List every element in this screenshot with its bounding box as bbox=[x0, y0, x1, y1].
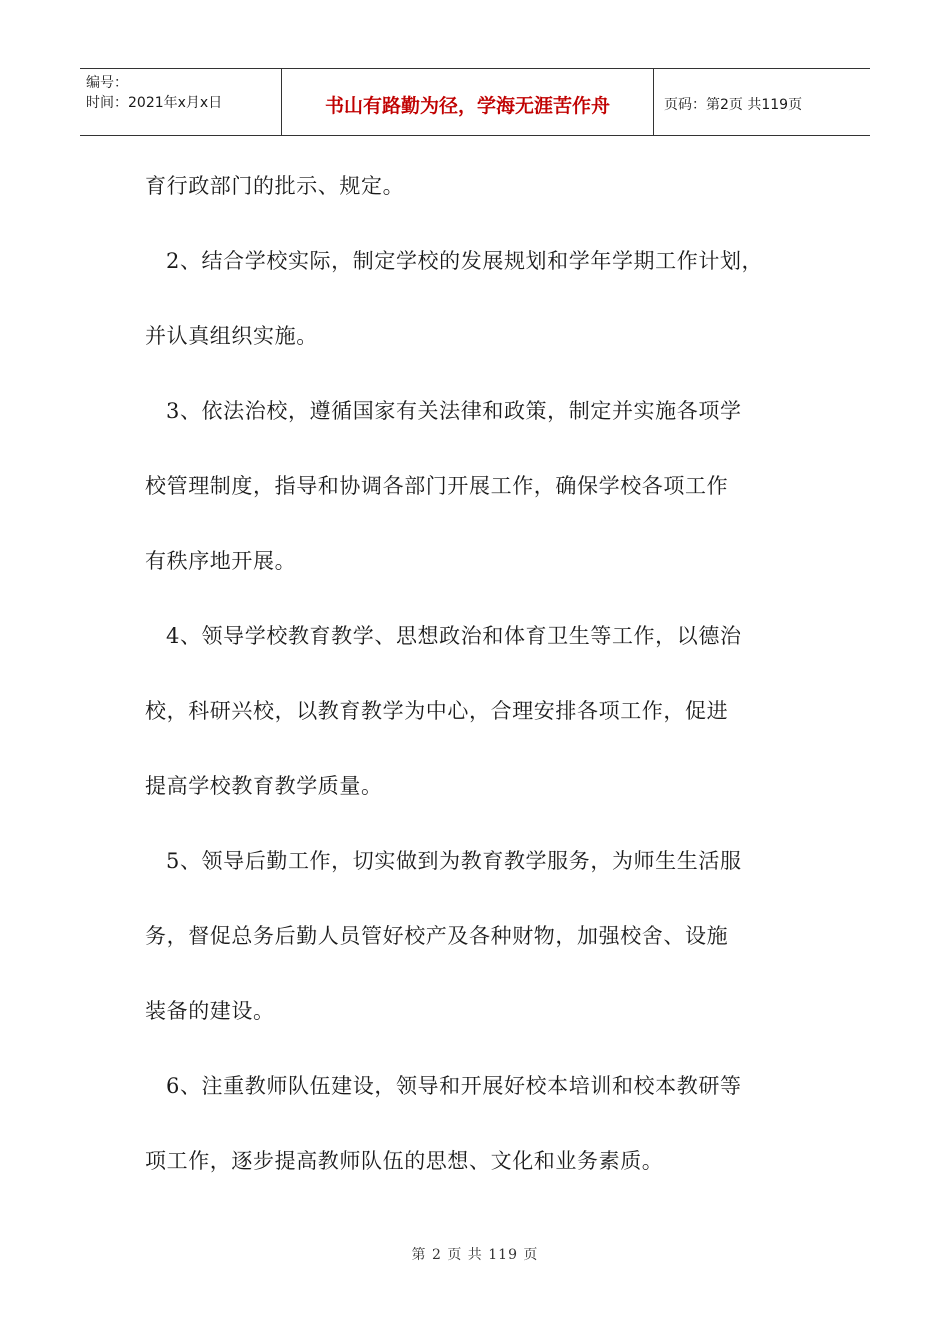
header-motto: 书山有路勤为径，学海无涯苦作舟 bbox=[282, 69, 654, 135]
body-line: 4、领导学校教育教学、思想政治和体育卫生等工作，以德治 bbox=[166, 624, 742, 648]
body-line: 装备的建设。 bbox=[145, 999, 275, 1023]
page-footer: 第 2 页 共 119 页 bbox=[411, 1247, 539, 1263]
serial-number-label: 编号： bbox=[86, 75, 128, 91]
document-header bbox=[80, 68, 870, 136]
body-line: 育行政部门的批示、规定。 bbox=[145, 174, 405, 198]
body-line: 3、依法治校，遵循国家有关法律和政策，制定并实施各项学 bbox=[166, 399, 742, 423]
body-line: 2、结合学校实际，制定学校的发展规划和学年学期工作计划， bbox=[166, 249, 764, 273]
date-label: 时间：2021年x月x日 bbox=[86, 95, 223, 111]
body-line: 校，科研兴校，以教育教学为中心，合理安排各项工作，促进 bbox=[145, 699, 729, 723]
header-page-code: 页码：第2页 共119页 bbox=[664, 97, 803, 113]
body-line: 有秩序地开展。 bbox=[145, 549, 297, 573]
document-body bbox=[145, 160, 805, 1210]
body-line: 6、注重教师队伍建设，领导和开展好校本培训和校本教研等 bbox=[166, 1074, 742, 1098]
body-line: 项工作，逐步提高教师队伍的思想、文化和业务素质。 bbox=[145, 1149, 664, 1173]
body-line: 提高学校教育教学质量。 bbox=[145, 774, 383, 798]
body-line: 务，督促总务后勤人员管好校产及各种财物，加强校舍、设施 bbox=[145, 924, 729, 948]
body-line: 校管理制度，指导和协调各部门开展工作，确保学校各项工作 bbox=[145, 474, 729, 498]
header-meta bbox=[80, 69, 282, 135]
body-line: 5、领导后勤工作，切实做到为教育教学服务，为师生生活服 bbox=[166, 849, 742, 873]
body-line: 并认真组织实施。 bbox=[145, 324, 318, 348]
